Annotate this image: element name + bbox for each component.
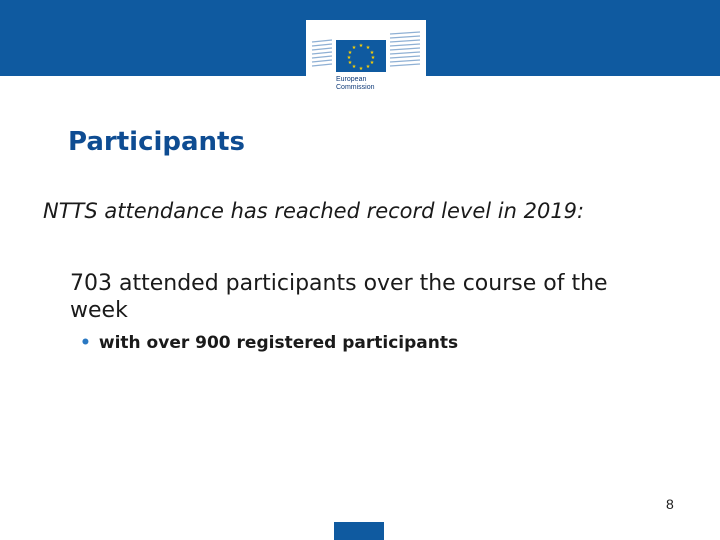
- bullet-item: [80, 333, 458, 353]
- svg-text:★: ★: [365, 45, 371, 51]
- logo-text-line2: Commission: [336, 84, 375, 91]
- svg-text:★: ★: [369, 50, 375, 56]
- page-number: 8: [666, 496, 674, 512]
- svg-text:★: ★: [358, 66, 364, 72]
- footer-tab: [334, 522, 384, 540]
- slide-title: Participants: [68, 127, 245, 157]
- svg-text:★: ★: [365, 64, 371, 70]
- svg-text:★: ★: [351, 45, 357, 51]
- svg-text:★: ★: [346, 55, 352, 61]
- logo-text-line1: European: [336, 76, 367, 83]
- svg-text:★: ★: [369, 60, 375, 66]
- slide-body-text: 703 attended participants over the course of the week: [70, 271, 608, 323]
- svg-text:★: ★: [358, 43, 364, 49]
- slide-subtitle: NTTS attendance has reached record level in 2019:: [43, 199, 585, 223]
- svg-text:★: ★: [370, 55, 376, 61]
- bullet-text: with over 900 registered participants: [98, 333, 459, 353]
- svg-text:★: ★: [347, 60, 353, 66]
- bullet-dot-icon: •: [80, 333, 91, 353]
- svg-text:★: ★: [347, 50, 353, 56]
- european-commission-logo: [306, 20, 426, 102]
- svg-text:★: ★: [351, 64, 357, 70]
